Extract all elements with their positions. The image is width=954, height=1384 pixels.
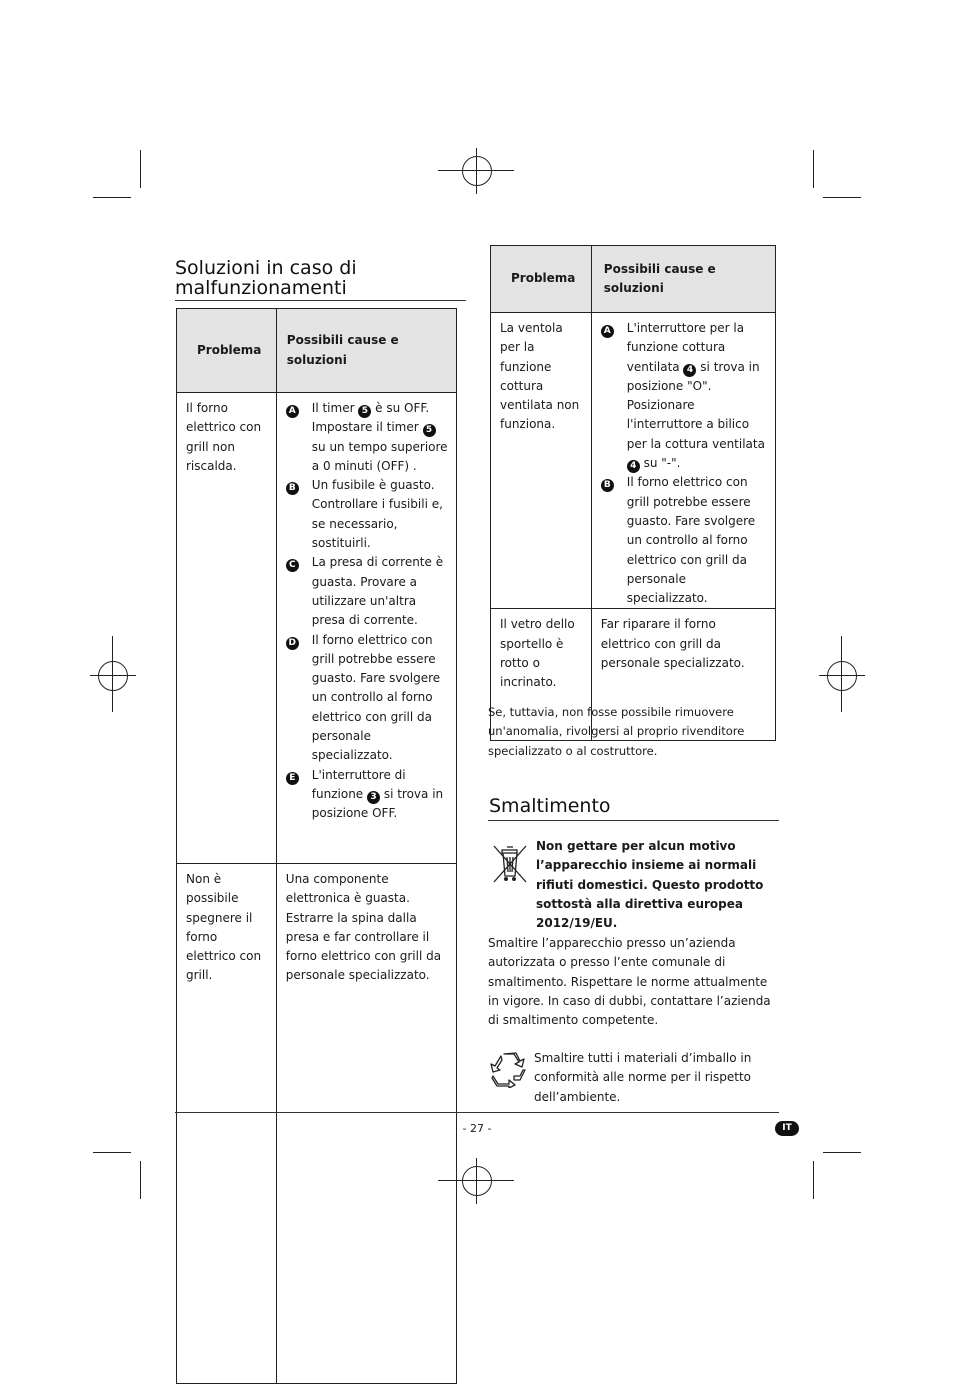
solution-text: Far riparare il forno elettrico con grill da personale specializzato.: [600, 617, 745, 671]
cause-item: [286, 553, 448, 630]
crop-mark: [813, 150, 814, 188]
weee-warning: Non gettare per alcun motivo l’apparecchio insieme ai normali rifiuti domestici. Questo prodotto sottostà alla direttiva europea 2012/19/EU.: [536, 839, 764, 931]
column-header-causes: Possibili cause e soluzioni: [276, 309, 456, 393]
troubleshooting-table: [176, 308, 457, 1384]
crossed-bin-icon: [491, 843, 529, 885]
cause-letter-icon: D: [286, 637, 299, 650]
crop-mark: [438, 170, 514, 171]
solution-cell: [276, 864, 456, 1384]
crop-mark: [140, 150, 141, 188]
cause-item: [286, 631, 448, 766]
service-note: Se, tuttavia, non fosse possibile rimuovere un'anomalia, rivolgersi al proprio rivenditore specializzato o al costruttore.: [488, 705, 745, 758]
cause-letter-icon: C: [286, 559, 299, 572]
disposal-instructions: Smaltire l’apparecchio presso un’azienda autorizzata o presso l’ente comunale di smaltimento. Rispettare le norme attualmente in vigore. In caso di dubbi, contattare l’azienda di smaltimento competente.: [488, 936, 771, 1028]
cause-item: [286, 399, 448, 476]
cause-text: L'interruttore per la funzione cottura ventilata 4 si trova in posizione "O". Posizionare l'interruttore a bilico per la cottura ventilata 4 su "-".: [626, 321, 765, 472]
problem-text: Il vetro dello sportello è rotto o incrinato.: [500, 617, 575, 690]
packaging-instructions: Smaltire tutti i materiali d’imballo in conformità alle norme per il rispetto dell’ambiente.: [534, 1051, 752, 1104]
cause-letter-icon: A: [286, 405, 299, 418]
cause-text: Il timer 5 è su OFF. Impostare il timer 5 su un tempo superiore a 0 minuti (OFF) .: [311, 401, 448, 473]
crop-mark: [93, 197, 131, 198]
crop-mark: [93, 1152, 131, 1153]
page-number: - 27 -: [462, 1122, 492, 1135]
table-row: [177, 864, 277, 1384]
column-header-causes: Possibili cause e soluzioni: [591, 246, 775, 313]
problem-text: Il forno elettrico con grill non riscalda.: [186, 401, 262, 473]
cause-letter-icon: E: [286, 772, 299, 785]
cause-item: [286, 766, 448, 824]
table-row: [177, 393, 277, 864]
registration-mark: [90, 653, 136, 699]
column-header-problem: Problema: [177, 309, 277, 393]
causes-cell: [276, 393, 456, 864]
problem-text: La ventola per la funzione cottura ventilata non funziona.: [500, 321, 580, 432]
cause-item: [601, 473, 767, 608]
cause-item: [601, 319, 767, 473]
crop-mark: [813, 1161, 814, 1199]
cause-item: [286, 476, 448, 553]
cause-letter-icon: B: [601, 479, 614, 492]
heading-rule: [175, 300, 466, 301]
solution-text: Una componente elettronica è guasta. Estrarre la spina dalla presa e far controllare il forno elettrico con grill da personale specializzato.: [285, 872, 442, 983]
part-number-icon: 4: [627, 460, 640, 473]
section-title-disposal: Smaltimento: [489, 795, 611, 817]
crop-mark: [823, 1152, 861, 1153]
troubleshooting-table-continued: [490, 245, 776, 741]
causes-cell: [591, 313, 775, 609]
column-header-problem: Problema: [491, 246, 592, 313]
language-badge: IT: [775, 1121, 799, 1136]
causes-list: [592, 313, 775, 608]
table-row: [491, 313, 592, 609]
cause-text: Il forno elettrico con grill potrebbe essere guasto. Fare svolgere un controllo al forno elettrico con grill da personale specializzato.: [626, 475, 756, 606]
cause-text: La presa di corrente è guasta. Provare a utilizzare un'altra presa di corrente.: [311, 555, 444, 628]
causes-list: [277, 393, 456, 824]
crop-mark: [823, 197, 861, 198]
crop-mark: [841, 636, 842, 712]
cause-text: Il forno elettrico con grill potrebbe essere guasto. Fare svolgere un controllo al forno elettrico con grill da personale specializzato.: [311, 632, 441, 763]
cause-letter-icon: B: [286, 482, 299, 495]
registration-mark: [454, 1158, 500, 1204]
part-number-icon: 4: [683, 364, 696, 377]
problem-text: Non è possibile spegnere il forno elettrico con grill.: [186, 872, 262, 983]
part-number-icon: 3: [367, 791, 380, 804]
heading-rule: [488, 820, 779, 821]
recycling-icon: [489, 1050, 529, 1088]
crop-mark: [140, 1161, 141, 1199]
part-number-icon: 5: [423, 424, 436, 437]
registration-mark: [454, 148, 500, 194]
page-title: Soluzioni in caso di malfunzionamenti: [175, 257, 357, 299]
cause-letter-icon: A: [601, 325, 614, 338]
cause-text: Un fusibile è guasto. Controllare i fusibili e, se necessario, sostituirli.: [311, 478, 443, 551]
footer-rule: [175, 1112, 779, 1113]
registration-mark: [819, 653, 865, 699]
crop-mark: [112, 636, 113, 712]
cause-text: L'interruttore di funzione 3 si trova in posizione OFF.: [311, 767, 444, 821]
part-number-icon: 5: [358, 405, 371, 418]
